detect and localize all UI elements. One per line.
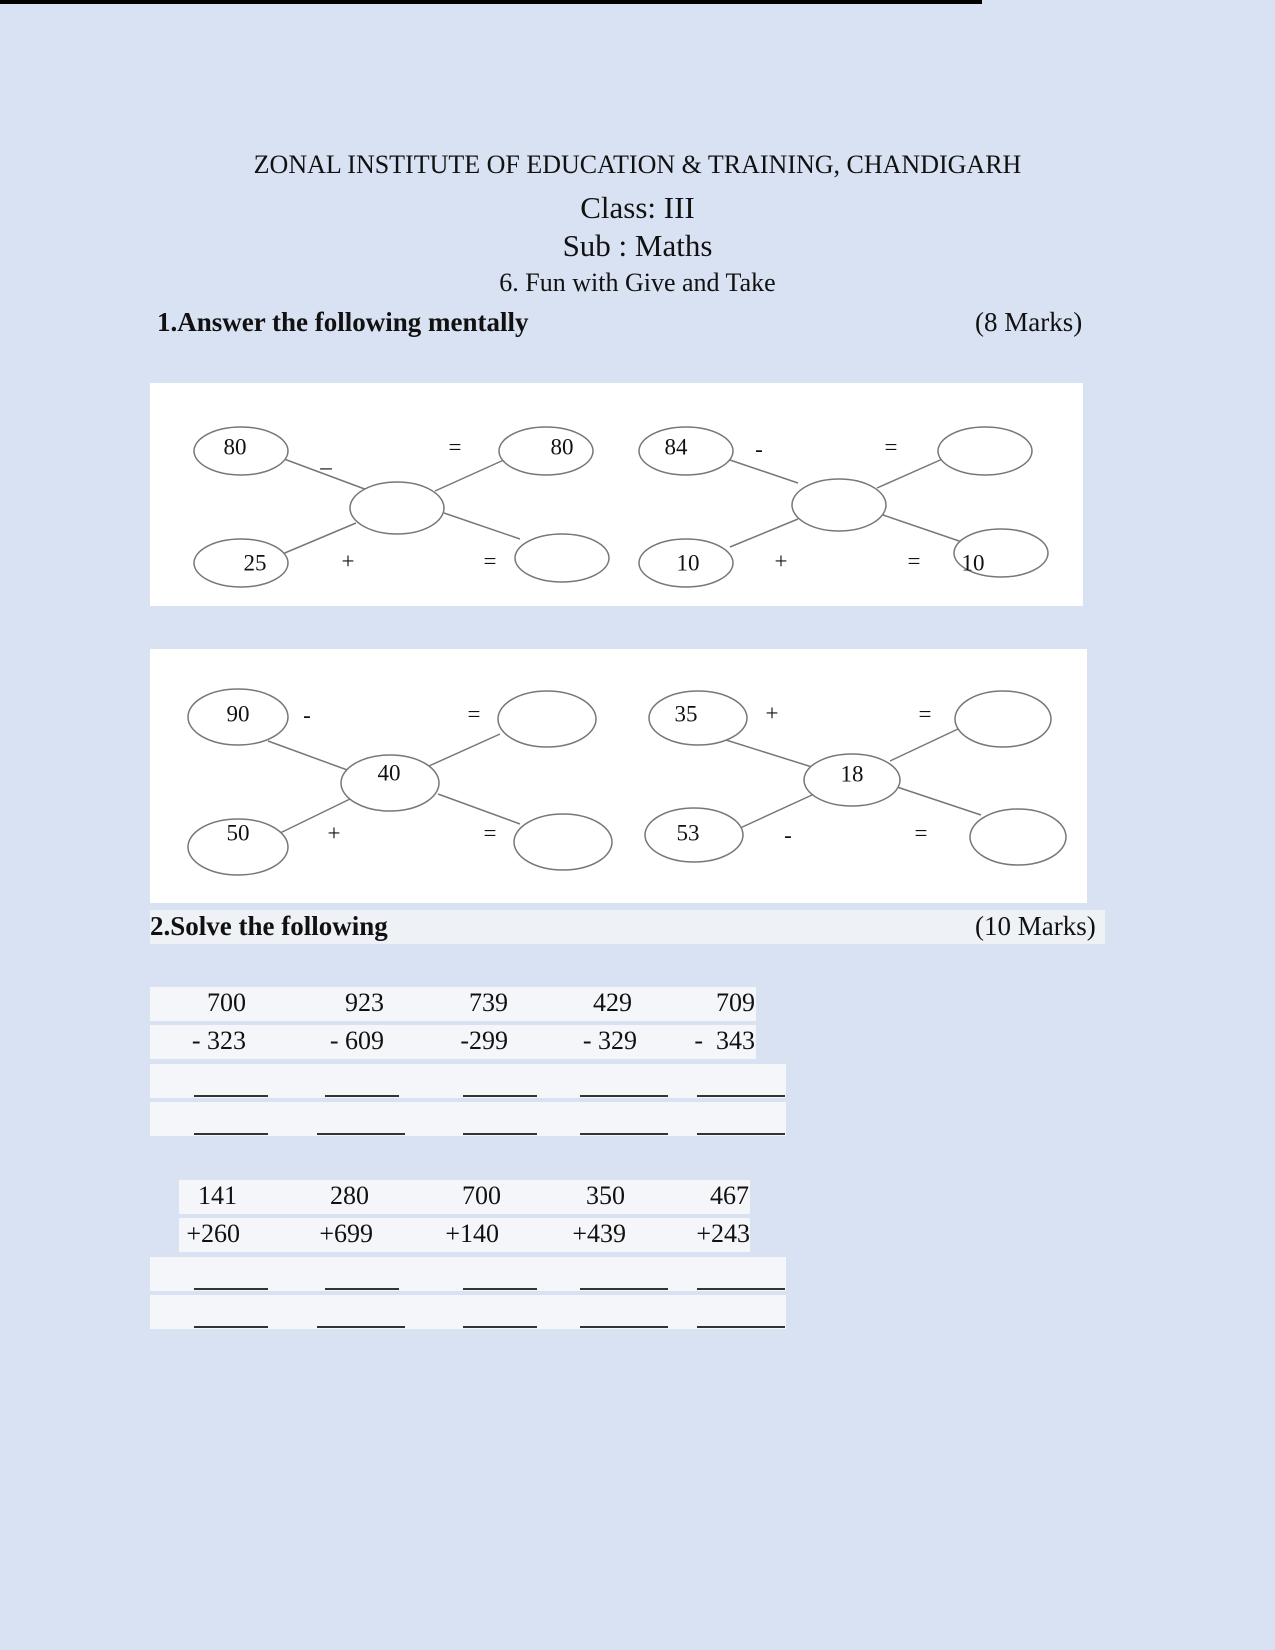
diagram-2-top-right-oval — [938, 427, 1032, 475]
diagram-3-top-operator: - — [303, 702, 311, 728]
diagram-4 — [645, 691, 1066, 865]
diagram-2-connector — [730, 519, 798, 547]
diagram-4-connector — [726, 740, 812, 767]
answer-blank[interactable] — [697, 1133, 785, 1135]
diagram-1-top-operator: _ — [320, 446, 332, 472]
subtraction-bottom-number: - 343 — [694, 1026, 755, 1055]
answer-blank[interactable] — [580, 1326, 668, 1328]
diagram-2-top-equals: = — [884, 434, 898, 460]
subtraction-top-number: 700 — [207, 988, 246, 1017]
chapter-title: 6. Fun with Give and Take — [499, 268, 776, 297]
answer-blank[interactable] — [463, 1095, 537, 1097]
answer-blank[interactable] — [580, 1288, 668, 1290]
diagram-1-top-equals: = — [448, 434, 462, 460]
diagram-3-bottom-left-value: 50 — [226, 820, 250, 846]
diagram-panel-2 — [150, 649, 1087, 903]
diagram-2-top-operator: - — [755, 436, 763, 462]
diagram-1-top-right-oval — [499, 427, 593, 475]
diagram-panel-2-svg — [150, 649, 1087, 903]
diagram-1-bottom-left-value: 25 — [243, 550, 267, 576]
answer-blank[interactable] — [325, 1288, 399, 1290]
diagram-2-bottom-right-value: 10 — [961, 550, 985, 576]
answer-blank[interactable] — [194, 1133, 268, 1135]
diagram-2-center-oval — [792, 479, 886, 531]
addition-top-number: 467 — [710, 1181, 749, 1210]
diagram-1-bottom-operator: + — [341, 548, 355, 574]
diagram-3-connector — [268, 741, 350, 771]
addition-top-number: 141 — [198, 1181, 237, 1210]
diagram-2-connector — [883, 515, 965, 543]
answer-blank[interactable] — [580, 1133, 668, 1135]
diagram-1-top-left-value: 80 — [223, 434, 247, 460]
diagram-2 — [639, 427, 1048, 587]
answer-blank[interactable] — [697, 1326, 785, 1328]
diagram-3 — [188, 689, 612, 875]
class-label: Class: III — [580, 190, 695, 225]
answer-blank[interactable] — [697, 1095, 785, 1097]
answer-blank[interactable] — [463, 1326, 537, 1328]
diagram-4-connector — [738, 795, 812, 829]
answer-blank[interactable] — [194, 1326, 268, 1328]
answer-blank[interactable] — [194, 1288, 268, 1290]
addition-bottom-number: +439 — [572, 1219, 626, 1248]
question-2-title: 2.Solve the following — [150, 911, 388, 941]
diagram-2-bottom-operator: + — [774, 548, 788, 574]
diagram-1-bottom-left-oval — [194, 539, 288, 587]
diagram-panel-1 — [150, 383, 1083, 606]
addition-top-number: 350 — [586, 1181, 625, 1210]
subtraction-top-number: 429 — [593, 988, 632, 1017]
diagram-4-top-left-oval — [649, 691, 747, 745]
addition-answer-band — [150, 1257, 786, 1291]
diagram-4-connector — [897, 787, 981, 815]
diagram-2-bottom-equals: = — [907, 548, 921, 574]
answer-blank[interactable] — [463, 1288, 537, 1290]
addition-bottom-number: +260 — [186, 1219, 240, 1248]
question-1-marks: (8 Marks) — [975, 307, 1083, 337]
diagram-2-connector — [877, 457, 947, 488]
diagram-4-top-operator: + — [765, 700, 779, 726]
diagram-4-center-value: 18 — [840, 761, 864, 787]
subtraction-answer-band — [150, 1064, 786, 1098]
answer-blank[interactable] — [317, 1133, 405, 1135]
diagram-1-bottom-right-oval — [515, 534, 609, 582]
diagram-4-top-equals: = — [918, 701, 932, 727]
diagram-2-bottom-left-value: 10 — [676, 550, 700, 576]
diagram-2-top-left-value: 84 — [664, 434, 688, 460]
diagram-1-connector — [444, 513, 520, 539]
school-name: ZONAL INSTITUTE OF EDUCATION & TRAINING, CHANDIGARH — [253, 150, 1022, 179]
answer-blank[interactable] — [463, 1133, 537, 1135]
diagram-panel-1-svg — [150, 383, 1083, 606]
subtraction-answer-band — [150, 1102, 786, 1136]
diagram-4-connector — [890, 729, 958, 761]
diagram-4-bottom-left-value: 53 — [676, 820, 700, 846]
addition-bottom-number: +699 — [319, 1219, 373, 1248]
addition-top-number: 700 — [462, 1181, 501, 1210]
subtraction-bottom-number: - 609 — [329, 1026, 384, 1055]
diagram-3-center-value: 40 — [377, 760, 401, 786]
addition-bottom-number: +140 — [445, 1219, 499, 1248]
diagram-1-top-right-value: 80 — [550, 434, 574, 460]
diagram-3-connector — [438, 794, 520, 824]
diagram-3-bottom-equals: = — [483, 820, 497, 846]
diagram-4-bottom-operator: - — [784, 822, 792, 848]
answer-blank[interactable] — [317, 1326, 405, 1328]
addition-top-number: 280 — [330, 1181, 369, 1210]
addition-bottom-number: +243 — [696, 1219, 750, 1248]
diagram-1 — [194, 427, 609, 587]
diagram-1-center-oval — [350, 482, 444, 534]
diagram-4-bottom-equals: = — [914, 820, 928, 846]
subject-label: Sub : Maths — [562, 228, 713, 263]
diagram-3-bottom-right-oval — [514, 814, 612, 870]
diagram-1-bottom-equals: = — [483, 548, 497, 574]
subtraction-top-number: 923 — [345, 988, 384, 1017]
subtraction-bottom-number: - 329 — [582, 1026, 637, 1055]
diagram-3-top-equals: = — [467, 701, 481, 727]
diagram-1-connector — [435, 459, 506, 491]
diagram-4-top-left-value: 35 — [674, 701, 698, 727]
subtraction-bottom-number: -299 — [460, 1026, 508, 1055]
diagram-4-top-right-oval — [955, 691, 1051, 747]
diagram-3-top-left-value: 90 — [226, 701, 250, 727]
subtraction-bottom-number: - 323 — [191, 1026, 246, 1055]
diagram-3-connector — [429, 734, 500, 766]
question-1-title: 1.Answer the following mentally — [157, 307, 529, 337]
diagram-3-bottom-operator: + — [327, 820, 341, 846]
subtraction-top-number: 739 — [469, 988, 508, 1017]
addition-answer-band — [150, 1295, 786, 1329]
question-2-marks: (10 Marks) — [975, 911, 1096, 941]
subtraction-top-number: 709 — [716, 988, 755, 1017]
header-divider — [0, 0, 982, 4]
diagram-3-top-right-oval — [498, 691, 596, 747]
answer-blank[interactable] — [697, 1288, 785, 1290]
answer-blank[interactable] — [580, 1095, 668, 1097]
answer-blank[interactable] — [194, 1095, 268, 1097]
answer-blank[interactable] — [325, 1095, 399, 1097]
diagram-4-bottom-right-oval — [970, 809, 1066, 865]
